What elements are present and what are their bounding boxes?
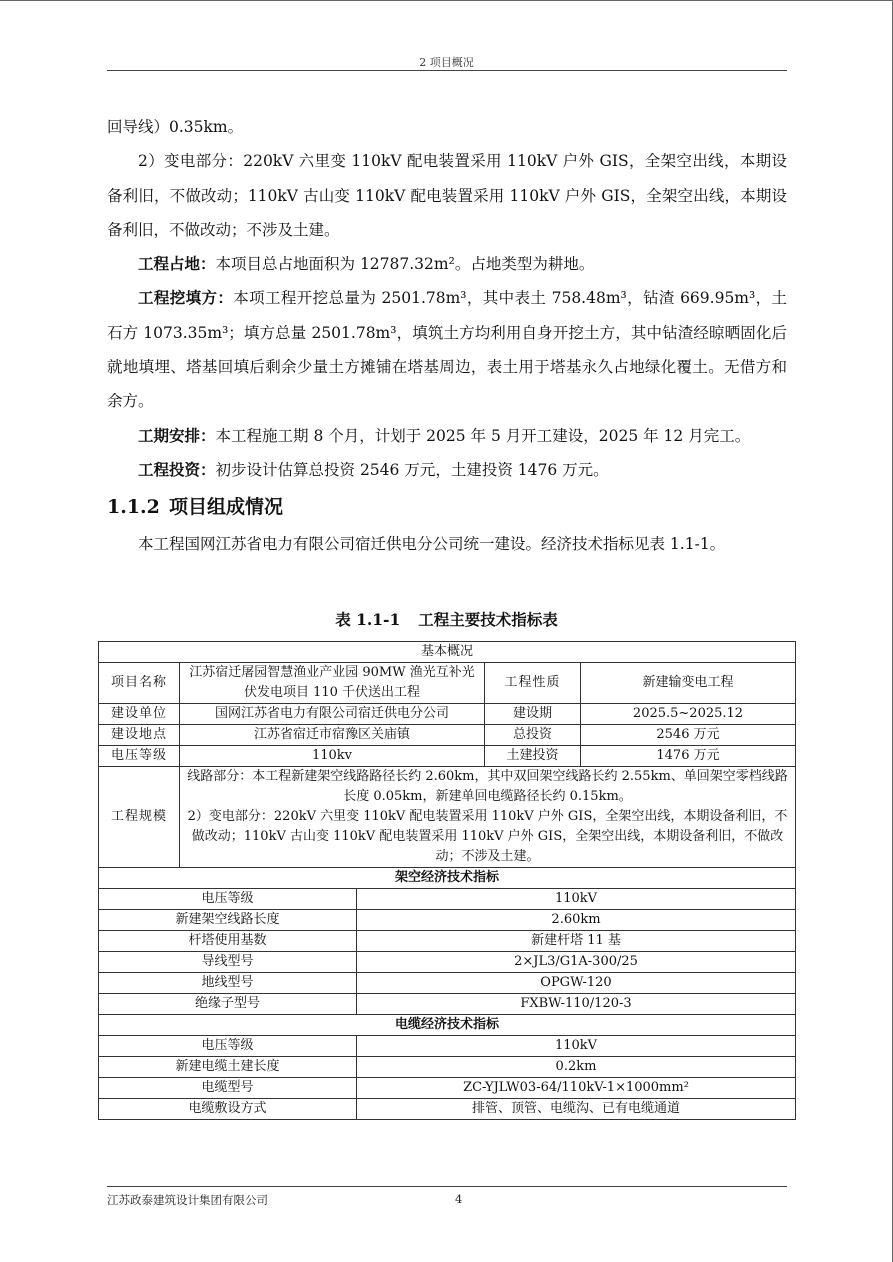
scale-line-2: 2）变电部分：220kV 六里变 110kV 配电装置采用 110kV 户外 GIS，全架空出线，本期设备利旧，不做改动；110kV 古山变 110kV 配电装置采用 110kV 户外 GIS，全架空出线，本期设备利旧，不做改动；不涉及土建。 [187, 809, 788, 864]
overhead-label: 电压等级 [99, 889, 357, 910]
builder-label: 建设单位 [99, 704, 180, 725]
table-row [99, 663, 796, 704]
scale-label: 工程规模 [99, 767, 180, 868]
location-label: 建设地点 [99, 725, 180, 746]
table-row [99, 889, 796, 910]
table-row [99, 1015, 796, 1036]
section-title: 项目组成情况 [169, 496, 284, 519]
table-row [99, 952, 796, 973]
overhead-value: 新建杆塔 11 基 [357, 931, 796, 952]
section-intro: 本工程国网江苏省电力有限公司宿迁供电分公司统一建设。经济技术指标见表 1.1-1。 [138, 535, 726, 554]
project-name-label: 项目名称 [99, 663, 180, 704]
nature-label: 工程性质 [485, 663, 581, 704]
overhead-label: 导线型号 [99, 952, 357, 973]
page-number: 4 [455, 1192, 463, 1206]
location-value: 江苏省宿迁市宿豫区关庙镇 [180, 725, 485, 746]
table-row [99, 1099, 796, 1120]
paragraph-earthwork [107, 281, 787, 418]
table-caption [0, 608, 893, 630]
table-row [99, 1078, 796, 1099]
land-use-label: 工程占地： [138, 254, 216, 274]
footer-rule [107, 1186, 787, 1187]
page-border-top [0, 0, 893, 1]
paragraph-investment [107, 453, 787, 487]
cable-header: 电缆经济技术指标 [99, 1015, 796, 1036]
builder-value: 国网江苏省电力有限公司宿迁供电分公司 [180, 704, 485, 725]
overhead-value: OPGW-120 [357, 973, 796, 994]
cable-value: ZC-YJLW03-64/110kV-1×1000mm² [357, 1078, 796, 1099]
overhead-value: 110kV [357, 889, 796, 910]
land-use-text: 本项目总占地面积为 12787.32m²。占地类型为耕地。 [215, 255, 595, 274]
paragraph-continuation: 回导线）0.35km。 [107, 118, 244, 136]
overhead-label: 杆塔使用基数 [99, 931, 357, 952]
section-heading [107, 487, 787, 527]
overhead-label: 新建架空线路长度 [99, 910, 357, 931]
cable-value: 排管、顶管、电缆沟、已有电缆通道 [357, 1099, 796, 1120]
table-row [99, 931, 796, 952]
paragraph-schedule [107, 419, 787, 453]
scale-value [180, 767, 796, 868]
cable-value: 0.2km [357, 1057, 796, 1078]
table-row [99, 704, 796, 725]
investment-text: 初步设计估算总投资 2546 万元，土建投资 1476 万元。 [215, 460, 609, 479]
investment-label: 工程投资： [138, 459, 216, 479]
basic-overview-header: 基本概况 [99, 642, 796, 663]
cable-label: 电压等级 [99, 1036, 357, 1057]
overhead-label: 地线型号 [99, 973, 357, 994]
voltage-value: 110kv [180, 746, 485, 767]
overhead-label: 绝缘子型号 [99, 994, 357, 1015]
project-name-value: 江苏宿迁屠园智慧渔业产业园 90MW 渔光互补光伏发电项目 110 千伏送出工程 [180, 663, 485, 704]
civil-invest-label: 土建投资 [485, 746, 581, 767]
overhead-value: 2×JL3/G1A-300/25 [357, 952, 796, 973]
civil-invest-value: 1476 万元 [581, 746, 796, 767]
table-row [99, 910, 796, 931]
table-row [99, 767, 796, 868]
table-row [99, 642, 796, 663]
footer-company: 江苏政泰建筑设计集团有限公司 [107, 1193, 268, 1207]
running-header: 2 项目概况 [419, 56, 474, 69]
period-label: 建设期 [485, 704, 581, 725]
table-row [99, 1036, 796, 1057]
table-row [99, 725, 796, 746]
cable-label: 新建电缆土建长度 [99, 1057, 357, 1078]
voltage-label: 电压等级 [99, 746, 180, 767]
overhead-value: FXBW-110/120-3 [357, 994, 796, 1015]
cable-label: 电缆敷设方式 [99, 1099, 357, 1120]
schedule-label: 工期安排： [138, 425, 216, 445]
scale-line-1: 线路部分：本工程新建架空线路路径长约 2.60km，其中双回架空线路长约 2.55km、单回架空零档线路长度 0.05km，新建单回电缆路径长约 0.15km。 [187, 769, 788, 804]
period-value: 2025.5~2025.12 [581, 704, 796, 725]
schedule-text: 本工程施工期 8 个月，计划于 2025 年 5 月开工建设，2025 年 12 月完工。 [215, 426, 751, 445]
table-row [99, 973, 796, 994]
table-row [99, 746, 796, 767]
paragraph-substation: 2）变电部分：220kV 六里变 110kV 配电装置采用 110kV 户外 GIS，全架空出线，本期设备利旧，不做改动；110kV 古山变 110kV 配电装置采用 110kV 户外 GIS，全架空出线，本期设备利旧，不做改动；不涉及土建。 [107, 152, 787, 239]
table-row [99, 1057, 796, 1078]
technical-indicators-table [98, 641, 796, 1120]
earthwork-text: 本项工程开挖总量为 2501.78m³，其中表土 758.48m³，钻渣 669.95m³，土石方 1073.35m³；填方总量 2501.78m³，填筑土方均利用自身开挖土方，其中钻渣经晾晒固化后就地填埋、塔基回填后剩余少量土方摊铺在塔基周边，表土用于塔基永久占地绿化覆土。无借方和余方。 [107, 289, 787, 411]
nature-value: 新建输变电工程 [581, 663, 796, 704]
header-rule [107, 70, 787, 71]
paragraph-land-use [107, 247, 787, 281]
total-invest-value: 2546 万元 [581, 725, 796, 746]
overhead-value: 2.60km [357, 910, 796, 931]
total-invest-label: 总投资 [485, 725, 581, 746]
cable-value: 110kV [357, 1036, 796, 1057]
section-number: 1.1.2 [107, 496, 160, 519]
cable-label: 电缆型号 [99, 1078, 357, 1099]
table-row [99, 868, 796, 889]
table-row [99, 994, 796, 1015]
earthwork-label: 工程挖填方： [138, 288, 234, 308]
overhead-header: 架空经济技术指标 [99, 868, 796, 889]
body-text [107, 110, 787, 562]
table-caption-number: 表 1.1-1 [335, 610, 401, 629]
table-caption-title: 工程主要技术指标表 [418, 610, 558, 629]
